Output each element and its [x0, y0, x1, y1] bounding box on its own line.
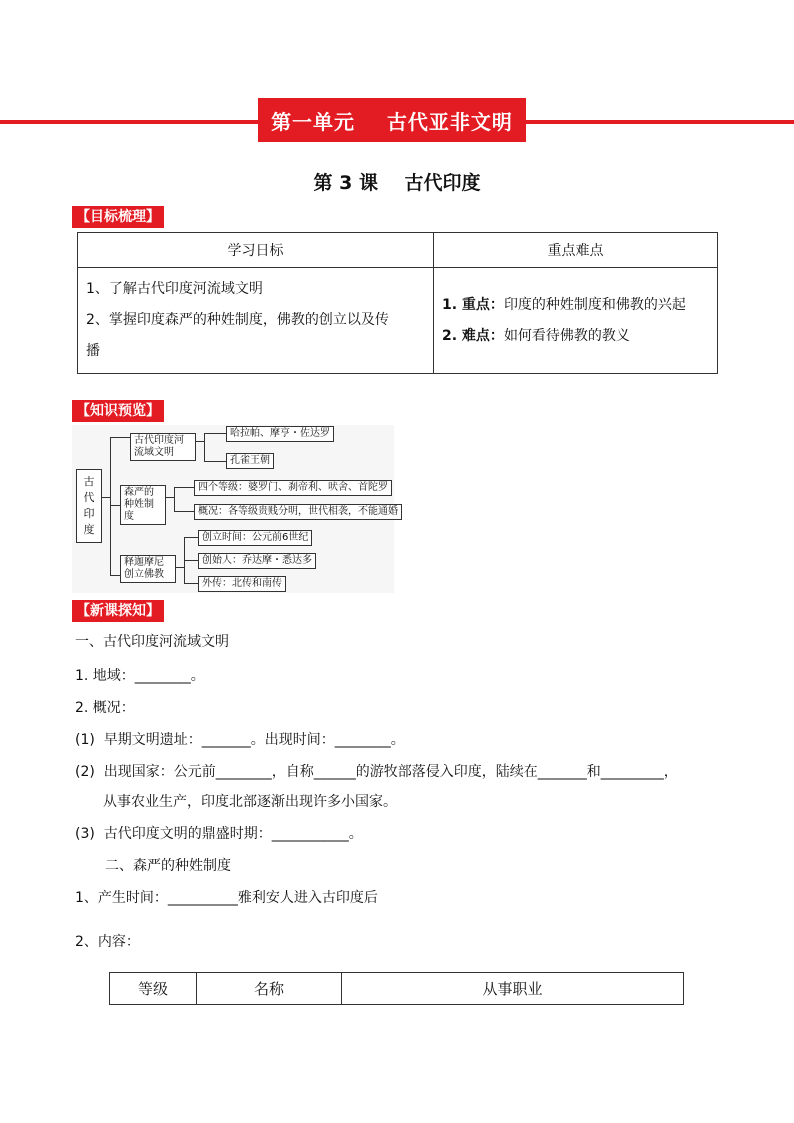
lesson-title: 第 3 课 古代印度 [313, 172, 481, 194]
difficult-label: 2. 难点： [442, 327, 504, 344]
objective-item: 播 [86, 343, 100, 359]
mindmap-branch: 森严的种姓制度 [120, 485, 166, 525]
unit-banner: 第一单元 古代亚非文明 [258, 98, 526, 142]
mindmap-leaf: 四个等级：婆罗门、刹帝利、吠舍、首陀罗 [194, 480, 392, 496]
mindmap-root: 古代印度 [76, 469, 102, 543]
question-early-sites: (1) 早期文明遗址：_______。出现时间：________。 [75, 732, 405, 748]
mindmap-leaf: 外传：北传和南传 [198, 576, 286, 592]
difficult-text: 如何看待佛教的教义 [503, 327, 630, 344]
mindmap-leaf: 概况：各等级贵贱分明，世代相袭，不能通婚 [194, 504, 402, 520]
objective-item: 2、掌握印度森严的种姓制度，佛教的创立以及传 [86, 312, 389, 328]
section-preview: 【知识预览】 [72, 400, 164, 422]
key-text: 印度的种姓制度和佛教的兴起 [503, 296, 686, 313]
caste-table [109, 972, 684, 1005]
mindmap-branch: 释迦摩尼创立佛教 [120, 555, 176, 583]
question-states: (2) 出现国家：公元前________，自称______的游牧部落侵入印度，陆续在_______和_________， [75, 764, 678, 780]
objectives-table [77, 232, 718, 374]
objective-item: 1、了解古代印度河流域文明 [86, 281, 263, 297]
mindmap-leaf: 哈拉帕、摩亨・佐达罗 [226, 426, 334, 442]
knowledge-mindmap [72, 425, 398, 593]
objectives-header-right: 重点难点 [434, 233, 718, 268]
caste-header-level: 等级 [110, 973, 197, 1005]
mindmap-leaf: 创始人：乔达摩・悉达多 [198, 553, 316, 569]
caste-header-name: 名称 [197, 973, 342, 1005]
question-peak: (3) 古代印度文明的鼎盛时期：___________。 [75, 826, 363, 842]
question-content: 2、内容： [75, 934, 140, 950]
mindmap-leaf: 孔雀王朝 [226, 453, 274, 469]
part1-title: 一、古代印度河流域文明 [75, 634, 229, 650]
part2-title: 二、森严的种姓制度 [105, 858, 231, 874]
question-origin-time: 1、产生时间：__________雅利安人进入古印度后 [75, 890, 378, 906]
question-states-cont: 从事农业生产，印度北部逐渐出现许多小国家。 [103, 794, 397, 810]
mindmap-leaf: 创立时间：公元前6世纪 [198, 530, 312, 546]
question-overview: 2. 概况： [75, 700, 135, 716]
key-points [434, 268, 718, 374]
section-explore: 【新课探知】 [72, 600, 164, 622]
question-region: 1. 地域：________。 [75, 668, 205, 684]
key-label: 1. 重点： [442, 296, 504, 313]
objectives-header-left: 学习日标 [78, 233, 434, 268]
objectives-list [78, 268, 434, 374]
mindmap-branch: 古代印度河流域文明 [130, 433, 196, 461]
caste-header-occupation: 从事职业 [342, 973, 684, 1005]
section-goals: 【目标梳理】 [72, 206, 164, 228]
